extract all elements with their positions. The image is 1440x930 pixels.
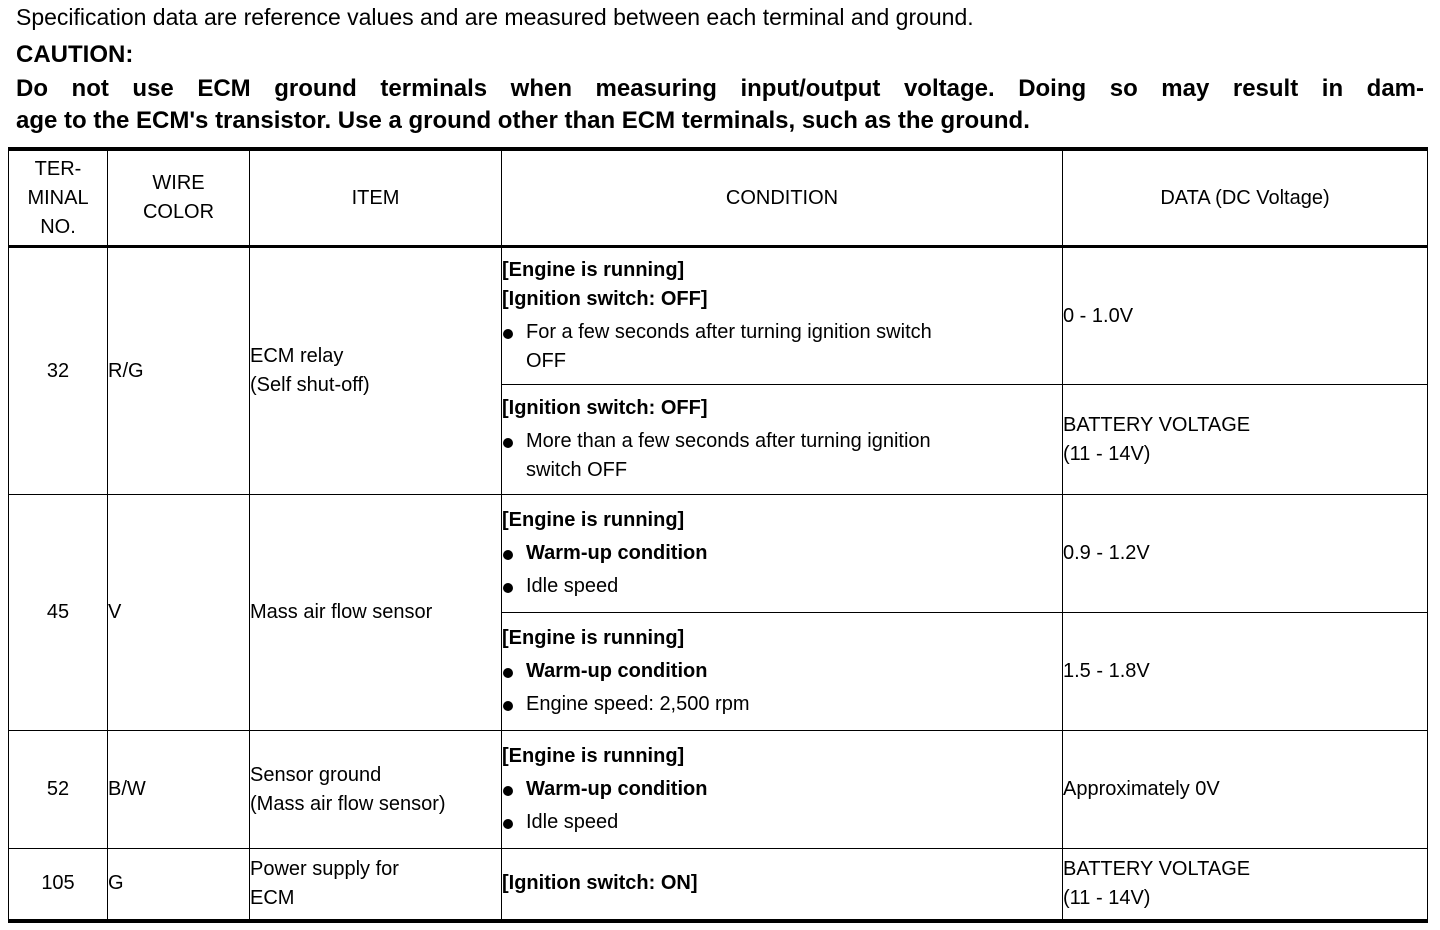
cell-wire-color: B/W xyxy=(108,731,250,849)
header-wire-line: WIRE xyxy=(152,172,205,194)
condition-header: [Engine is running] xyxy=(502,745,685,767)
condition-bullet xyxy=(502,572,1062,601)
cell-condition xyxy=(502,495,1063,613)
condition-header: [Engine is running] xyxy=(502,259,685,281)
condition-bullet xyxy=(502,775,1062,804)
cell-data-voltage xyxy=(1063,247,1428,385)
condition-header: [Engine is running] xyxy=(502,627,685,649)
item-line: ECM xyxy=(250,886,295,909)
header-wire-line: COLOR xyxy=(142,201,215,223)
cell-data-voltage xyxy=(1063,849,1428,921)
cell-wire-color: R/G xyxy=(108,247,250,495)
item-line: Sensor ground xyxy=(250,763,382,786)
cell-terminal-no: 45 xyxy=(9,495,108,731)
condition-bullet xyxy=(502,427,1062,485)
header-terminal-line: MINAL xyxy=(27,186,89,209)
cell-wire-color: G xyxy=(108,849,250,921)
data-line: 1.5 - 1.8V xyxy=(1063,660,1150,682)
condition-bullet xyxy=(502,318,1062,376)
caution-line-1: Do not use ECM ground terminals when measuring input/output voltage. Doing so may result in dam- xyxy=(16,75,1424,102)
data-line: BATTERY VOLTAGE xyxy=(1063,413,1251,436)
cell-item xyxy=(250,849,502,921)
cell-data-voltage xyxy=(1063,385,1428,495)
table-row xyxy=(9,247,1428,385)
item-line: (Self shut-off) xyxy=(250,374,370,396)
bullet-text: Idle speed xyxy=(526,575,619,597)
cell-data-voltage xyxy=(1063,495,1428,613)
bullet-dot-icon xyxy=(503,550,513,560)
bullet-dot-icon xyxy=(503,819,513,829)
table-row xyxy=(9,731,1428,849)
caution-line-2: age to the ECM's transistor. Use a ground other than ECM terminals, such as the ground. xyxy=(16,107,1030,134)
condition-header: [Ignition switch: OFF] xyxy=(502,288,708,310)
cell-wire-color: V xyxy=(108,495,250,731)
bullet-dot-icon xyxy=(503,668,513,678)
bullet-text-continued: switch OFF xyxy=(526,459,628,481)
header-terminal-line: NO. xyxy=(40,215,76,238)
item-line: Power supply for xyxy=(250,857,399,880)
cell-terminal-no: 52 xyxy=(9,731,108,849)
bullet-text: Warm-up condition xyxy=(526,542,708,564)
header-item: ITEM xyxy=(250,149,502,247)
cell-terminal-no: 105 xyxy=(9,849,108,921)
header-terminal-line: TER- xyxy=(34,157,82,180)
data-line: (11 - 14V) xyxy=(1063,886,1151,909)
bullet-dot-icon xyxy=(503,438,513,448)
table-header-row xyxy=(9,149,1428,247)
header-terminal-no xyxy=(9,149,108,247)
table-row xyxy=(9,849,1428,921)
intro-text: Specification data are reference values and are measured between each terminal and ground. xyxy=(16,4,974,30)
cell-item xyxy=(250,731,502,849)
cell-condition xyxy=(502,385,1063,495)
bullet-text: Engine speed: 2,500 rpm xyxy=(526,693,750,715)
condition-bullet xyxy=(502,539,1062,568)
caution-title: CAUTION: xyxy=(16,41,134,68)
cell-condition xyxy=(502,731,1063,849)
condition-bullet xyxy=(502,808,1062,837)
bullet-dot-icon xyxy=(503,701,513,711)
header-condition: CONDITION xyxy=(502,149,1063,247)
bullet-text-continued: OFF xyxy=(526,350,566,372)
data-line: Approximately 0V xyxy=(1063,778,1220,800)
cell-condition xyxy=(502,247,1063,385)
data-line: (11 - 14V) xyxy=(1063,442,1151,465)
bullet-text: Warm-up condition xyxy=(526,778,708,800)
cell-data-voltage xyxy=(1063,613,1428,731)
bullet-text: Idle speed xyxy=(526,811,619,833)
data-line: 0.9 - 1.2V xyxy=(1063,542,1150,564)
cell-data-voltage xyxy=(1063,731,1428,849)
header-wire-color xyxy=(108,149,250,247)
bullet-text: For a few seconds after turning ignition switch xyxy=(526,321,932,343)
bullet-dot-icon xyxy=(503,786,513,796)
cell-condition xyxy=(502,613,1063,731)
cell-item xyxy=(250,495,502,731)
header-data: DATA (DC Voltage) xyxy=(1063,149,1428,247)
item-line: Mass air flow sensor xyxy=(250,601,433,623)
condition-bullet xyxy=(502,657,1062,686)
condition-header: [Engine is running] xyxy=(502,509,685,531)
cell-item xyxy=(250,247,502,495)
data-line: BATTERY VOLTAGE xyxy=(1063,857,1251,880)
condition-header: [Ignition switch: ON] xyxy=(502,872,698,895)
table-row xyxy=(9,495,1428,613)
item-line: ECM relay xyxy=(250,345,344,367)
bullet-dot-icon xyxy=(503,583,513,593)
cell-terminal-no: 32 xyxy=(9,247,108,495)
condition-header: [Ignition switch: OFF] xyxy=(502,397,708,419)
bullet-text: More than a few seconds after turning ignition xyxy=(526,430,931,452)
data-line: 0 - 1.0V xyxy=(1063,304,1134,327)
item-line: (Mass air flow sensor) xyxy=(250,792,446,815)
caution-body xyxy=(16,73,1424,137)
cell-condition xyxy=(502,849,1063,921)
bullet-text: Warm-up condition xyxy=(526,660,708,682)
terminal-spec-table xyxy=(8,147,1428,923)
condition-bullet xyxy=(502,690,1062,719)
bullet-dot-icon xyxy=(503,329,513,339)
